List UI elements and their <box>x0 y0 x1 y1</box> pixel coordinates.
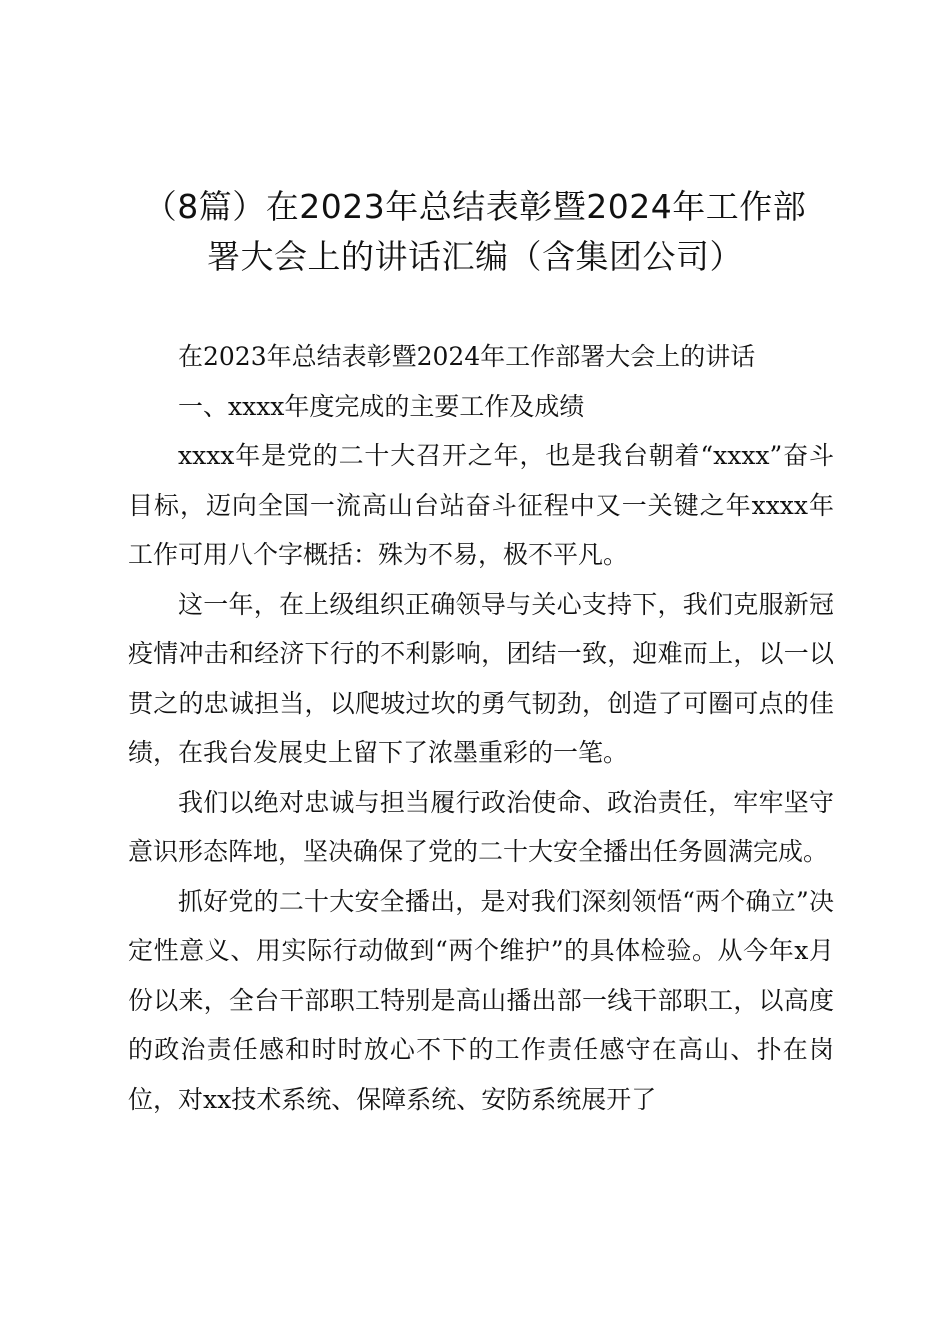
section-heading: 一、xxxx年度完成的主要工作及成绩 <box>178 391 585 421</box>
title-line-1: （8篇）在2023年总结表彰暨2024年工作部 <box>143 187 807 226</box>
body-paragraph: 我们以绝对忠诚与担当履行政治使命、政治责任，牢牢坚守意识形态阵地，坚决确保了党的二十大安全播出任务圆满完成。 <box>128 787 834 866</box>
body-paragraph: 抓好党的二十大安全播出，是对我们深刻领悟“两个确立”决定性意义、用实际行动做到“两个维护”的具体检验。从今年x月份以来，全台干部职工特别是高山播出部一线干部职工，以高度的政治责任感和时时放心不下的工作责任感守在高山、扑在岗位，对xx技术系统、保障系统、安防系统展开了 <box>128 886 834 1114</box>
title-line-2: 署大会上的讲话汇编（含集团公司） <box>207 237 743 276</box>
document-title <box>100 182 850 282</box>
document-body <box>128 332 834 1124</box>
body-paragraph: xxxx年是党的二十大召开之年，也是我台朝着“xxxx”奋斗目标，迈向全国一流高山台站奋斗征程中又一关键之年xxxx年工作可用八个字概括：殊为不易，极不平凡。 <box>128 441 834 569</box>
body-paragraph: 这一年，在上级组织正确领导与关心支持下，我们克服新冠疫情冲击和经济下行的不利影响，团结一致，迎难而上，以一以贯之的忠诚担当，以爬坡过坎的勇气韧劲，创造了可圈可点的佳绩，在我台发展史上留下了浓墨重彩的一笔。 <box>128 589 834 767</box>
speech-heading: 在2023年总结表彰暨2024年工作部署大会上的讲话 <box>178 342 756 371</box>
